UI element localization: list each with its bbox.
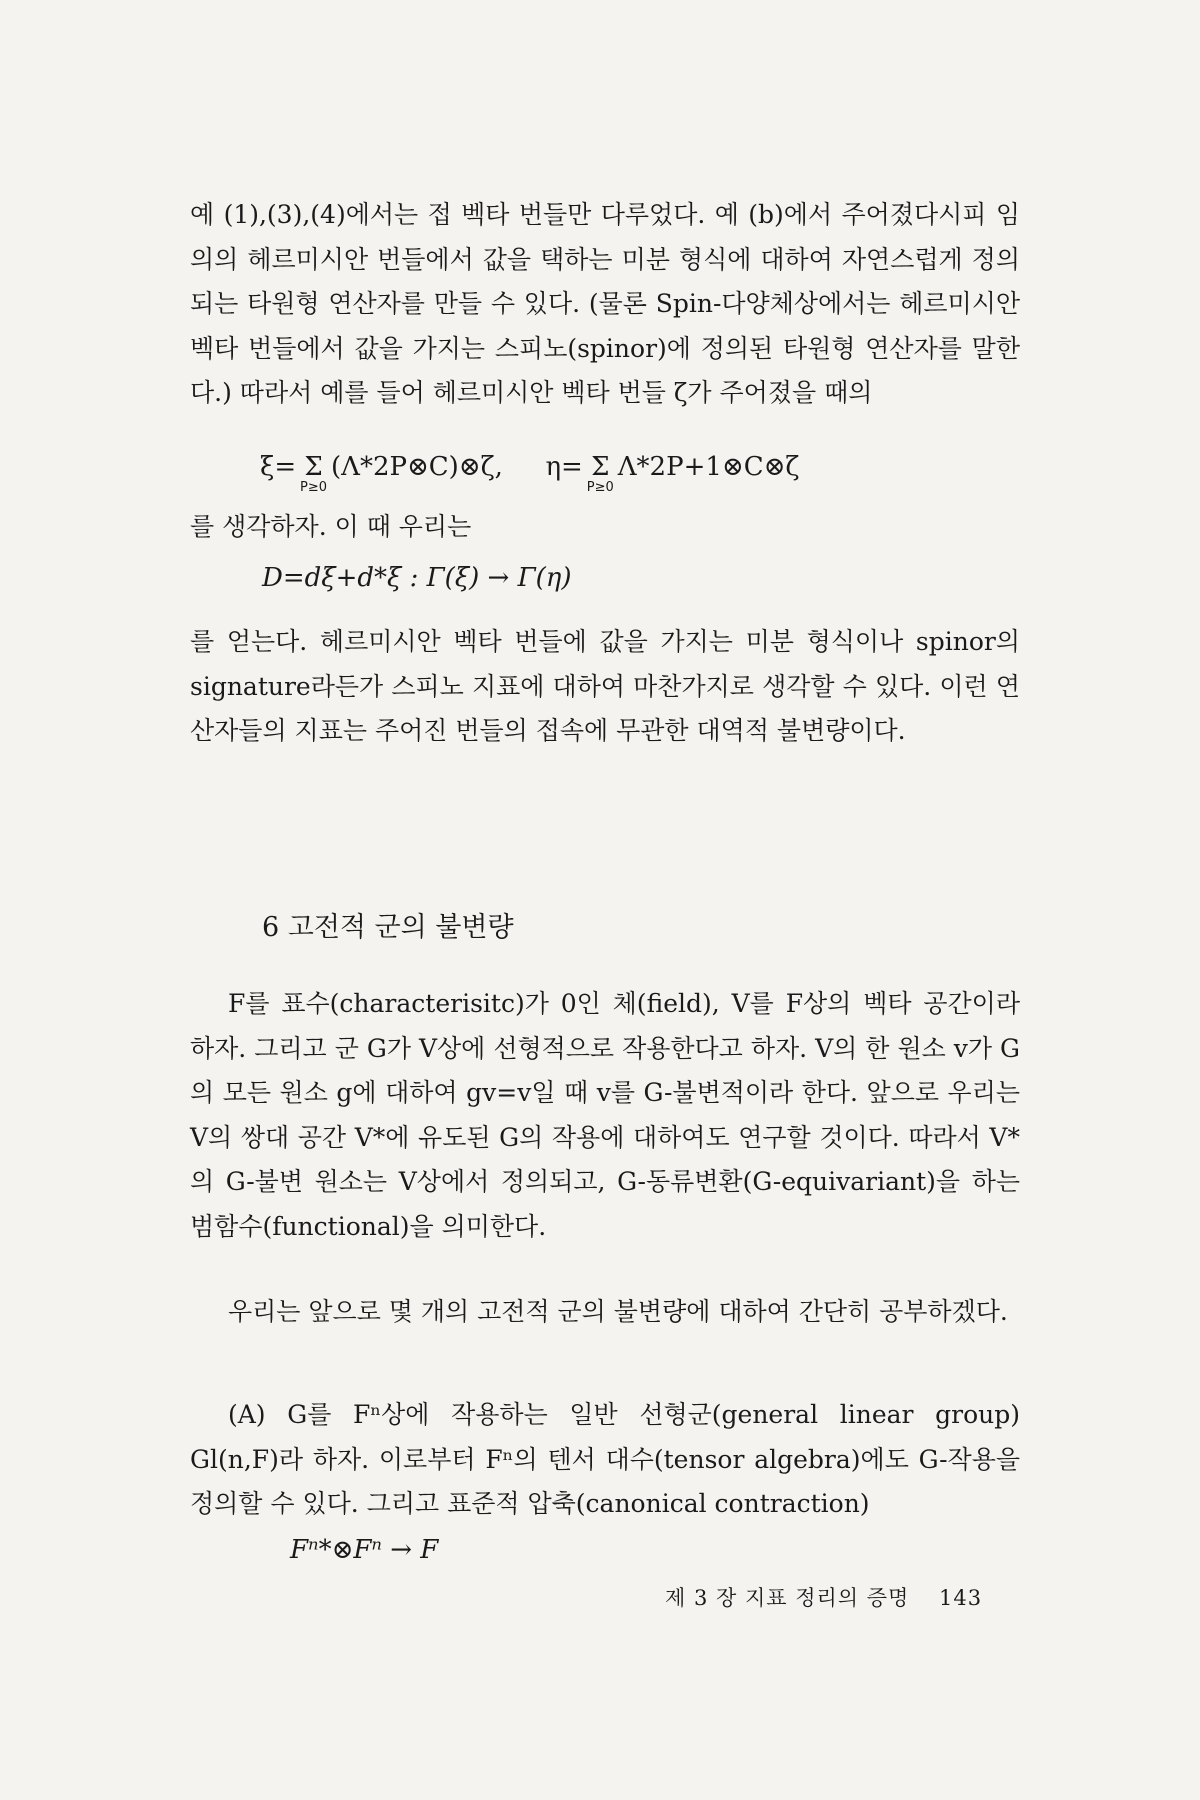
paragraph-5-text: 우리는 앞으로 몇 개의 고전적 군의 불변량에 대하여 간단히 공부하겠다. [228,1297,1008,1326]
paragraph-2 [190,505,1020,550]
paragraph-1-text: 예 (1),(3),(4)에서는 접 벡타 번들만 다루었다. 예 (b)에서 주어졌다시피 임의의 헤르미시안 번들에서 값을 택하는 미분 형식에 대하여 자연스럽게 정의되는 타원형 연산자를 만들 수 있다. (물론 Spin-다양체상에서는 헤르미시안 벡타 번들에서 값을 가지는 스피노(spinor)에 정의된 타원형 연산자를 말한다.) 따라서 예를 들어 헤르미시안 벡타 번들 ζ가 주어졌을 때의 [190,200,1020,407]
running-footer [665,1582,982,1612]
sum-symbol-2 [586,452,614,495]
operator-equation: D=dξ+d*ξ : Γ(ξ) → Γ(η) [262,563,572,593]
eta-lhs: η= [545,452,583,482]
paragraph-6-text: (A) G를 Fⁿ상에 작용하는 일반 선형군(general linear group) Gl(n,F)라 하자. 이로부터 Fⁿ의 텐서 대수(tensor algebra)에도 G-작용을 정의할 수 있다. 그리고 표준적 압축(canonical contraction) [190,1400,1020,1518]
paragraph-2-text: 를 생각하자. 이 때 우리는 [190,512,472,541]
chapter-title: 제 3 장 지표 정리의 증명 [665,1586,910,1610]
eta-body: Λ*2P+1⊗C⊗ζ [617,452,800,482]
xi-body: (Λ*2P⊗C)⊗ζ, [331,452,503,482]
paragraph-1 [190,193,1020,416]
contraction-map: Fⁿ*⊗Fⁿ → F [290,1535,439,1565]
paragraph-4 [190,982,1020,1249]
equation-xi-eta [260,452,800,495]
paragraph-3-text: 를 얻는다. 헤르미시안 벡타 번들에 값을 가지는 미분 형식이나 spinor의 signature라든가 스피노 지표에 대하여 마찬가지로 생각할 수 있다. 이런 연산자들의 지표는 주어진 번들의 접속에 무관한 대역적 불변량이다. [190,627,1020,745]
sum-2: Σ [591,452,610,482]
paragraph-4-text: F를 표수(characterisitc)가 0인 체(field), V를 F상의 벡타 공간이라 하자. 그리고 군 G가 V상에 선형적으로 작용한다고 하자. V의 한 원소 v가 G의 모든 원소 g에 대하여 gv=v일 때 v를 G-불변적이라 한다. 앞으로 우리는 V의 쌍대 공간 V*에 유도된 G의 작용에 대하여도 연구할 것이다. 따라서 V*의 G-불변 원소는 V상에서 정의되고, G-동류변환(G-equivariant)을 하는 범함수(functional)을 의미한다. [190,989,1020,1241]
xi-lhs: ξ= [260,452,297,482]
sum-symbol-1 [300,452,328,495]
paragraph-3 [190,620,1020,754]
equation-dirac-operator [262,563,572,593]
section-heading: 6 고전적 군의 불변량 [262,912,514,943]
paragraph-5 [190,1290,1020,1335]
sum-1-subscript: P≥0 [300,480,328,495]
equation-contraction [290,1535,438,1565]
sum-2-subscript: P≥0 [586,480,614,495]
sum-1: Σ [304,452,323,482]
page-number: 143 [939,1586,983,1610]
paragraph-6 [190,1393,1020,1527]
